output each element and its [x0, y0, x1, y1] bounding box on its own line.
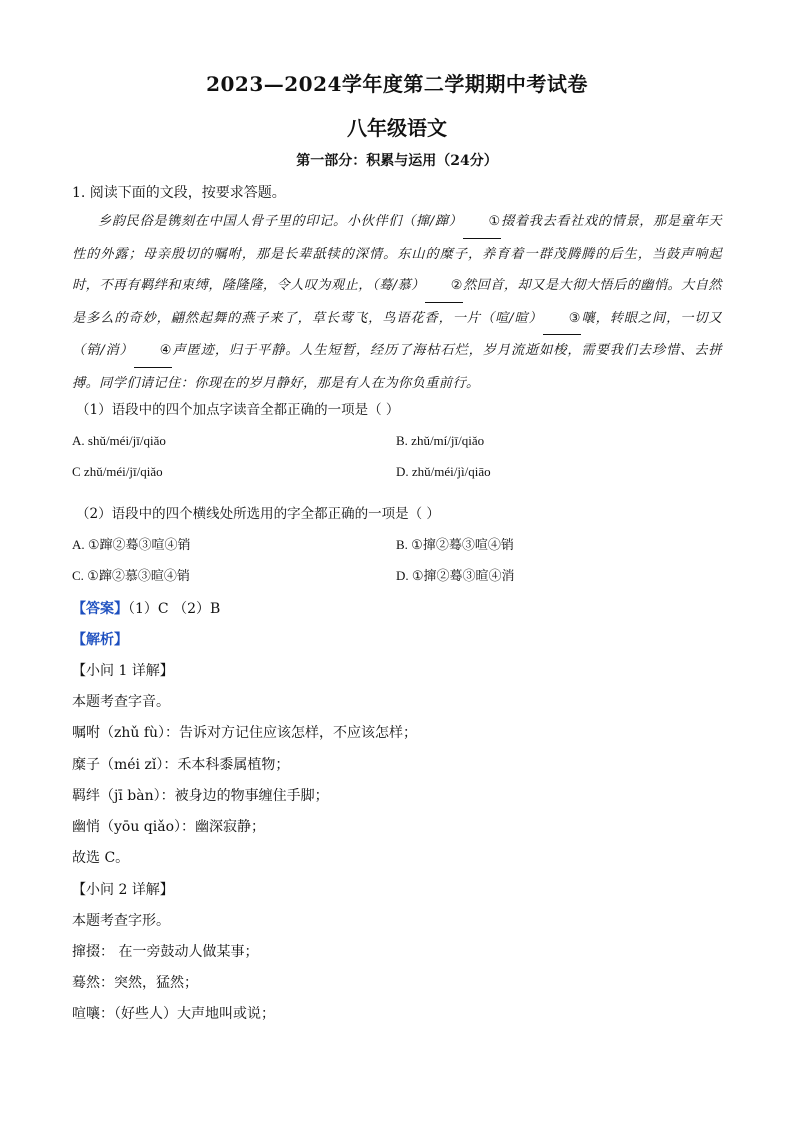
passage-text: 乡韵民俗是镌刻在中国人骨子里的印记。小伙伴们（撺/蹿） [98, 214, 463, 229]
passage-text: 然回首，却又是大彻大悟后的幽悄。大自然是多么的奇妙，翩然起舞的燕子来了，草长莺飞，鸟语花香，一片（喧/暄） [72, 278, 723, 326]
blank-1: ① [463, 206, 501, 239]
q1-detail-heading: 【小问 1 详解】 [72, 663, 174, 679]
passage-text: 掇着我去看社戏的情景，那是童年天性的外露；母亲殷切的嘱咐，那是长辈舐犊的深情。东山的糜子，养育着一群茂腾腾的后生，当鼓声响起时，不再有羁绊和束缚，隆隆隆，令人叹为观止，（蓦/慕） [72, 214, 722, 293]
subquestion-2-option-b: B. ①撺②蓦③喧④销 [396, 537, 514, 552]
q1-explanation-line: 糜子（méi zǐ）：禾本科黍属植物； [72, 757, 290, 773]
subquestion-2-option-d: D. ①撺②蓦③暄④消 [396, 568, 515, 583]
blank-2: ② [425, 270, 463, 303]
answer-text: （1）C （2）B [128, 601, 221, 617]
q2-explanation-line: 蓦然：突然，猛然； [72, 975, 198, 991]
subquestion-2-prompt: （2）语段中的四个横线处所选用的字全都正确的一项是（ ） [76, 506, 440, 522]
q1-conclusion: 故选 C。 [72, 850, 130, 866]
blank-3: ③ [543, 303, 581, 336]
analysis-label: 【解析】 [72, 632, 128, 648]
q1-intro: 本题考查字音。 [72, 694, 170, 710]
passage-text: 嚷，转眼之间，一切又（销/消） [72, 310, 722, 358]
blank-4: ④ [134, 335, 172, 368]
q1-explanation-line: 羁绊（jī bàn）：被身边的物事缠住手脚； [72, 788, 329, 804]
answer-row [72, 598, 220, 618]
exam-subtitle: 八年级语文 [347, 116, 447, 140]
exam-title: 2023—2024学年度第二学期期中考试卷 [206, 72, 588, 96]
subquestion-2-option-c: C. ①蹿②慕③暄④销 [72, 568, 190, 583]
answer-label: 【答案】 [72, 601, 128, 617]
subquestion-1-option-d: D. zhǔ/méi/jì/qiāo [396, 464, 491, 479]
subquestion-1-option-a: A. shǔ/méi/jī/qiǎo [72, 433, 166, 448]
q2-detail-heading: 【小问 2 详解】 [72, 882, 174, 898]
q2-explanation-line: 撺掇： 在一旁鼓动人做某事； [72, 944, 259, 960]
subquestion-1-option-c: C zhǔ/méi/jī/qiǎo [72, 464, 163, 479]
q2-intro: 本题考查字形。 [72, 913, 170, 929]
passage-text: 声匿迹，归于平静。人生短暂，经历了海枯石烂，岁月流逝如梭，需要我们去珍惜、去拼搏。同学们请记住：你现在的岁月静好，那是有人在为你负重前行。 [72, 343, 722, 391]
q1-explanation-line: 嘱咐（zhǔ fù）：告诉对方记住应该怎样，不应该怎样； [72, 725, 418, 741]
subquestion-1-prompt: （1）语段中的四个加点字读音全都正确的一项是（ ） [76, 402, 400, 418]
q2-explanation-line: 喧嚷：（好些人）大声地叫或说； [72, 1006, 275, 1022]
subquestion-1-option-b: B. zhǔ/mí/jī/qiǎo [396, 433, 485, 448]
subquestion-2-option-a: A. ①蹿②蓦③喧④销 [72, 537, 191, 552]
question-stem: 1. 阅读下面的文段，按要求答题。 [72, 185, 286, 201]
reading-passage [72, 206, 722, 399]
section-heading: 第一部分：积累与运用（24分） [296, 153, 498, 169]
q1-explanation-line: 幽悄（yōu qiǎo）：幽深寂静； [72, 819, 266, 835]
